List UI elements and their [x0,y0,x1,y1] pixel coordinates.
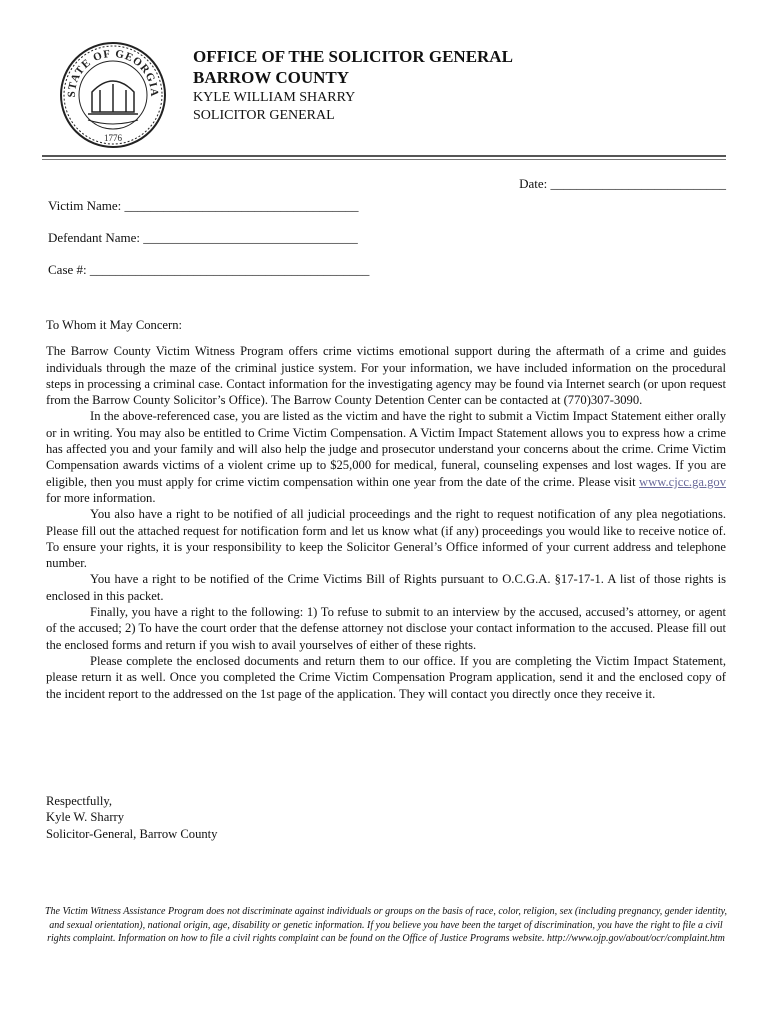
nondiscrimination-footer: The Victim Witness Assistance Program does not discriminate against individuals or groups on the basis of race, color, religion, sex (including pregnancy, gender identity, and sexual orientation), national origin, age, disability or genetic information. If you believe you have been the target of discrimination, you have the right to file a civil rights complaint. Information on how to file a civil rights complaint can be found on the Office of Justice Programs website. http://www.ojp.gov/about/ocr/complaint.htm [45,906,727,944]
cjcc-link[interactable]: www.cjcc.ga.gov [639,474,727,489]
state-seal-logo [58,40,168,150]
letterhead [193,46,513,125]
paragraph-4: You have a right to be notified of the Crime Victims Bill of Rights pursuant to O.C.G.A. §17-17-1. A list of those rights is enclosed in this packet. [46,572,726,603]
signer-title: Solicitor-General, Barrow County [46,826,218,841]
paragraph-3: You also have a right to be notified of all judicial proceedings and the right to request notification of any plea negotiations. Please fill out the attached request for notification form and let us know what (if any) proceedings you would like to receive notice of. To ensure your rights, it is your responsibility to keep the Solicitor General’s Office informed of your current address and telephone number. [46,507,726,571]
victim-name-field[interactable]: Victim Name: ____________________________________ [48,198,359,213]
signer-name: Kyle W. Sharry [46,810,125,825]
paragraph-1: The Barrow County Victim Witness Program offers crime victims emotional support during the aftermath of a crime and guides individuals through the maze of the criminal justice system. For your information, we have included information on the procedural steps in processing a criminal case. Contact information for the investigating agency may be found via Internet search (or upon request from the Barrow County Solicitor’s Office). The Barrow County Detention Center can be contacted at (770)307-3090. [46,344,726,408]
signature-block [46,793,217,842]
paragraph-2-text: In the above-referenced case, you are listed as the victim and have the right to submit a Victim Impact Statement either orally or in writing. You may also be entitled to Crime Victim Compensation. A Victim Impact Statement allows you to express how a crime has affected you and your family and will also help the judge and prosecutor understand your concerns about the crime. Crime Victim Compensation awards victims of a violent crime up to $25,000 for medical, funeral, counseling expenses and lost wages. If you are eligible, then you must apply for crime victim compensation within one year from the date of the crime. Please visit [46,409,726,489]
seal-top-text: STATE OF GEORGIA [65,47,161,98]
closing: Respectfully, [46,794,112,808]
solicitor-name: KYLE WILLIAM SHARRY [193,89,356,105]
date-field[interactable]: Date: ___________________________ [519,176,726,191]
paragraph-2 [46,408,726,506]
county-title: BARROW COUNTY [193,68,350,88]
salutation: To Whom it May Concern: [46,318,182,332]
case-number-field[interactable]: Case #: ___________________________________________ [48,262,370,277]
header-divider-thin [42,159,726,160]
paragraph-6: Please complete the enclosed documents and return them to our office. If you are completing the Victim Impact Statement, please return it as well. Once you completed the Crime Victim Compensation Program application, send it and the enclosed copy of the incident report to the addressed on the 1st page of the application. They will contact you directly once they receive it. [46,653,726,701]
letter-body [46,317,726,702]
paragraph-2-end: for more information. [46,490,156,505]
seal-year: 1776 [104,133,122,143]
defendant-name-field[interactable]: Defendant Name: _________________________________ [48,230,358,245]
header-divider [42,155,726,157]
office-title: OFFICE OF THE SOLICITOR GENERAL [193,47,513,66]
paragraph-5: Finally, you have a right to the following: 1) To refuse to submit to an interview by the accused, accused’s attorney, or agent of the accused; 2) To have the court order that the defense attorney not disclose your contact information to the accused. Please fill out the enclosed forms and return if you wish to avail yourselves of either of these rights. [46,605,726,652]
solicitor-title: SOLICITOR GENERAL [193,107,335,123]
